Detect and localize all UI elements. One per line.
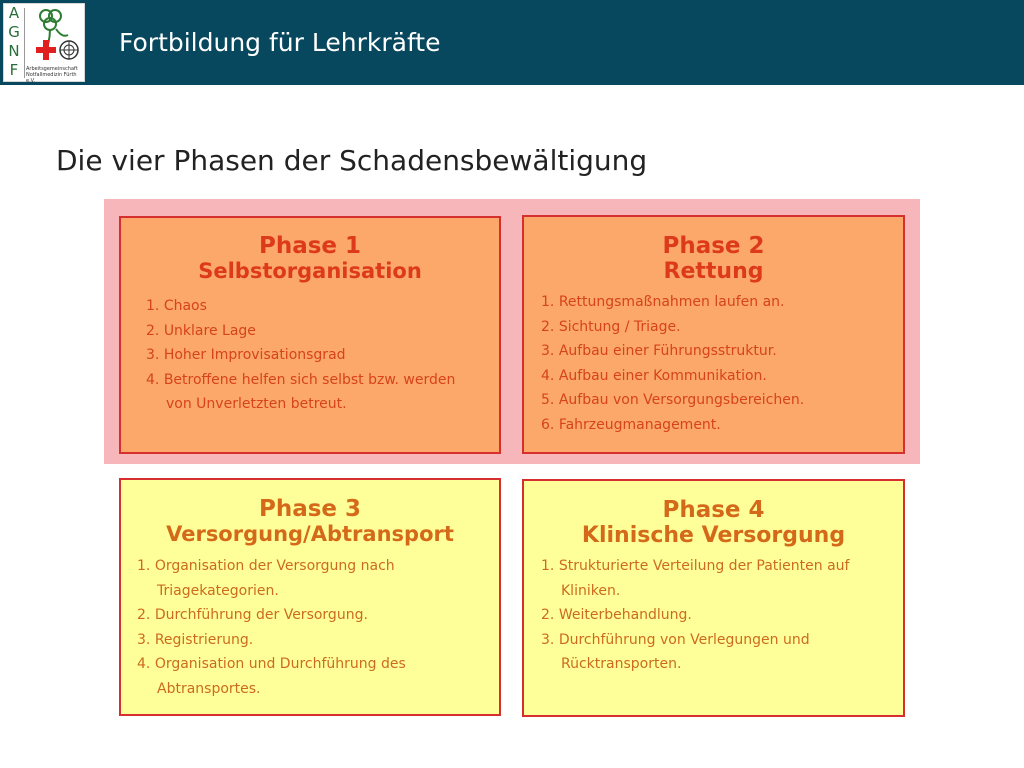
list-item: 3. Aufbau einer Führungsstruktur. [541, 343, 777, 360]
phase-heading [524, 498, 903, 548]
logo-letter: A [8, 4, 20, 22]
phase-subtitle: Rettung [663, 259, 764, 284]
phase-heading [121, 497, 499, 547]
phase-item-list [137, 554, 406, 702]
list-item: 1. Chaos [146, 298, 207, 314]
list-item: 2. Unklare Lage [146, 322, 256, 339]
list-item: 4. Aufbau einer Kommunikation. [541, 367, 767, 384]
phase-subtitle: Klinische Versorgung [581, 523, 846, 548]
agnf-logo [3, 3, 85, 82]
phase-heading [524, 234, 903, 284]
list-item: 5. Aufbau von Versorgungsbereichen. [541, 392, 805, 409]
list-item: 1. Strukturierte Verteilung der Patienten auf Kliniken. [541, 558, 850, 599]
phase-subtitle: Versorgung/Abtransport [166, 522, 454, 546]
logo-letter: N [8, 42, 20, 60]
logo-caption [26, 66, 84, 84]
phase-title: Phase 3 [258, 496, 362, 522]
phase-title: Phase 4 [662, 497, 765, 523]
rescue-emblem-icon [60, 41, 78, 59]
list-item: 3. Durchführung von Verlegungen und Rücktransporten. [541, 631, 810, 673]
list-item: 1. Organisation der Versorgung nach Triagekategorien. [137, 558, 395, 599]
phase-item-list [541, 290, 804, 438]
list-item: 4. Betroffene helfen sich selbst bzw. werden von Unverletzten betreut. [146, 371, 456, 413]
phase-heading [121, 234, 499, 284]
logo-letter: F [9, 61, 19, 79]
phase-1-box [119, 216, 501, 454]
phase-item-list [146, 294, 455, 417]
logo-artwork [26, 7, 84, 65]
list-item: 1. Rettungsmaßnahmen laufen an. [541, 294, 785, 310]
list-item: 3. Registrierung. [137, 631, 254, 648]
list-item: 3. Hoher Improvisationsgrad [146, 347, 346, 364]
logo-caption-line: Notfallmedizin Fürth e.V. [26, 72, 77, 84]
list-item: 4. Organisation und Durchführung des Abtransportes. [137, 656, 406, 697]
phase-title: Phase 1 [258, 233, 362, 259]
phase-2-box [522, 215, 905, 454]
logo-letter: G [8, 23, 20, 41]
phase-3-box [119, 478, 501, 716]
list-item: 2. Weiterbehandlung. [541, 607, 692, 624]
list-item: 6. Fahrzeugmanagement. [541, 416, 721, 433]
slide-title: Die vier Phasen der Schadensbewältigung [56, 144, 648, 177]
header-title: Fortbildung für Lehrkräfte [119, 28, 441, 57]
list-item: 2. Durchführung der Versorgung. [137, 607, 368, 624]
logo-letters [5, 4, 23, 83]
phase-4-box [522, 479, 905, 717]
logo-caption-line: Arbeitsgemeinschaft [26, 66, 78, 72]
phase-item-list [541, 554, 849, 677]
phase-title: Phase 2 [662, 233, 765, 259]
phase-subtitle: Selbstorganisation [198, 259, 422, 283]
red-cross-icon [36, 40, 56, 60]
header-bar [0, 0, 1024, 85]
logo-divider [24, 8, 25, 78]
list-item: 2. Sichtung / Triage. [541, 318, 681, 335]
